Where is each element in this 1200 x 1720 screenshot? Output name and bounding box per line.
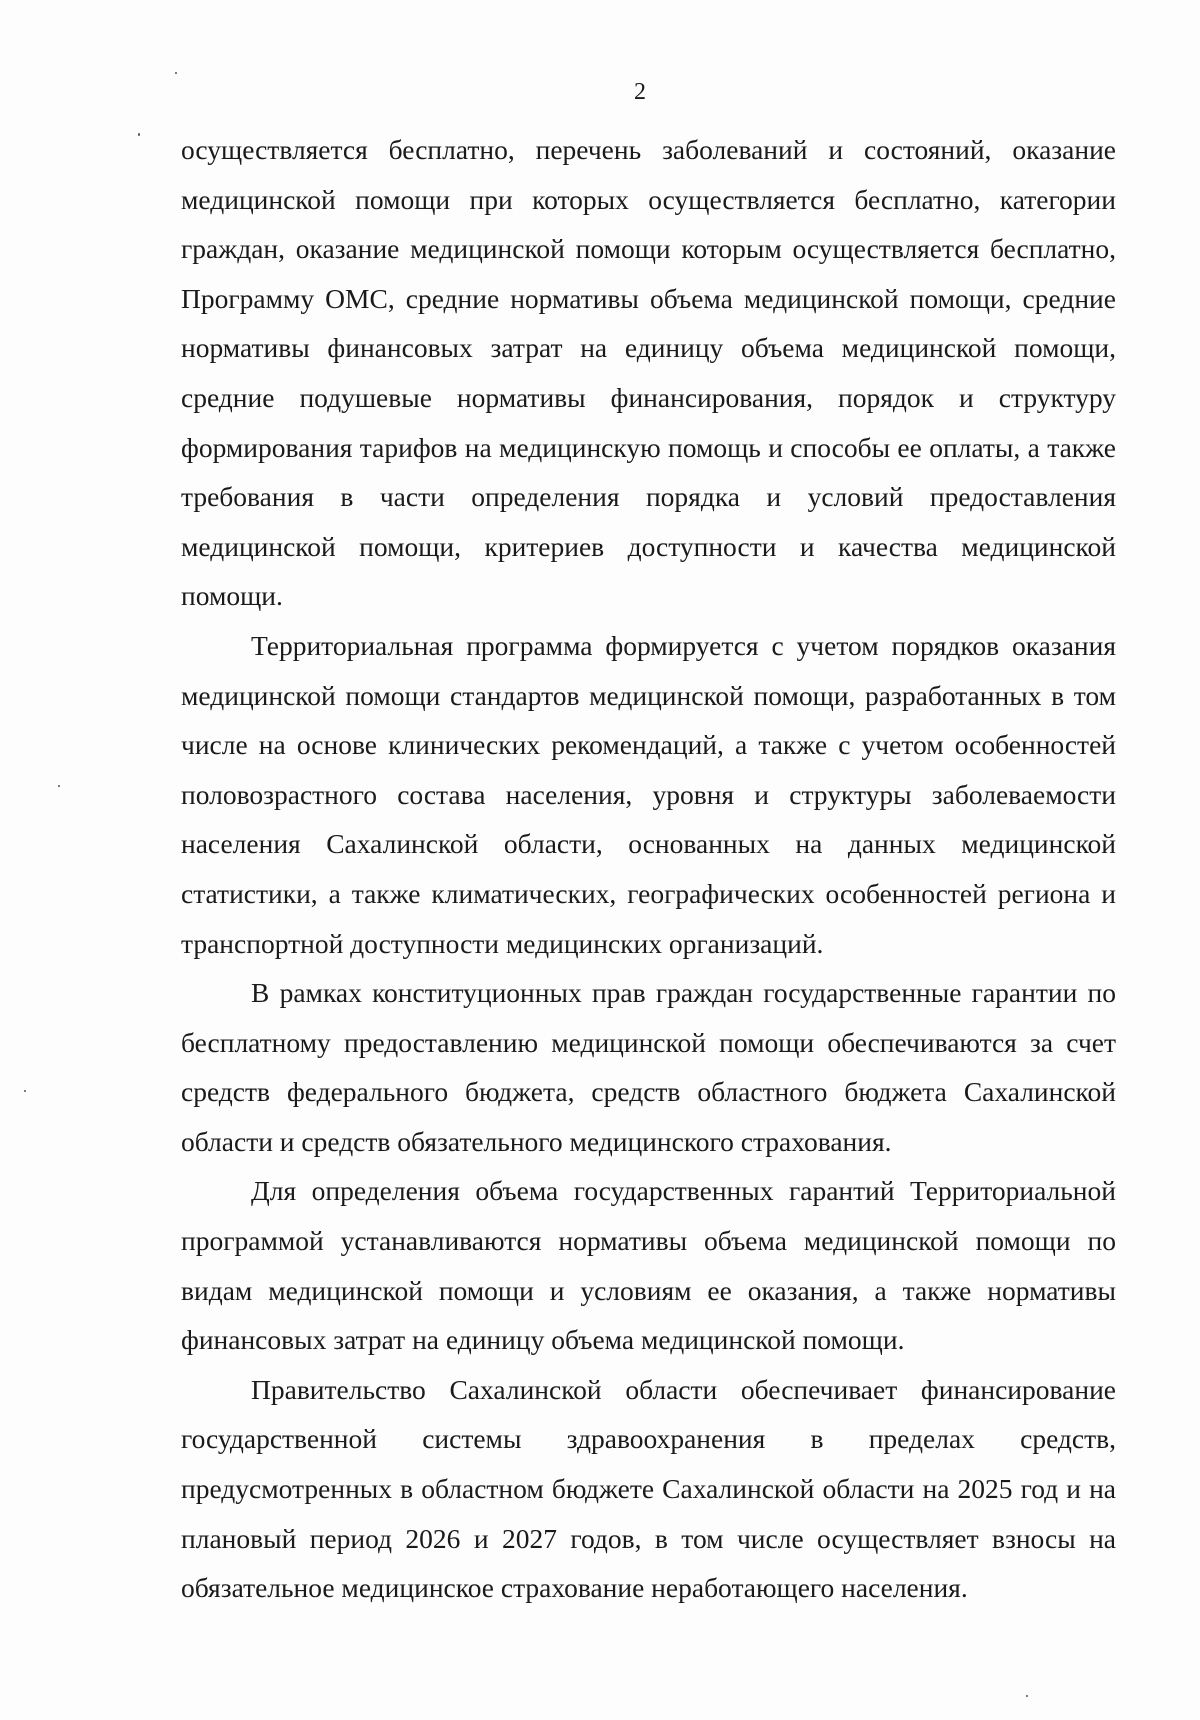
paragraph-2: Территориальная программа формируется с учетом порядков оказания медицинской помощи стандартов медицинской помощи, разработанных в том числе на основе клинических рекомендаций, а также с учетом особенностей половозрастного состава населения, уровня и структуры заболеваемости населения Сахалинской области, основанных на данных медицинской статистики, а также климатических, географических особенностей региона и транспортной доступности медицинских организаций. (181, 629, 1116, 959)
scan-speck (175, 72, 177, 74)
scan-speck (1026, 1695, 1028, 1697)
scan-speck (24, 1090, 26, 1092)
paragraph-4: Для определения объема государственных гарантий Территориальной программой устанавливаются нормативы объема медицинской помощи по видам медицинской помощи и условиям ее оказания, а также нормативы финансовых затрат на единицу объема медицинской помощи. (181, 1175, 1116, 1356)
paragraph-1: осуществляется бесплатно, перечень заболеваний и состояний, оказание медицинской помощи при которых осуществляется бесплатно, категории граждан, оказание медицинской помощи которым осуществляется бесплатно, Программу ОМС, средние нормативы объема медицинской помощи, средние нормативы финансовых затрат на единицу объема медицинской помощи, средние подушевые нормативы финансирования, порядок и структуру формирования тарифов на медицинскую помощь и способы ее оплаты, а также требования в части определения порядка и условий предоставления медицинской помощи, критериев доступности и качества медицинской помощи. (181, 134, 1116, 612)
paragraph-3: В рамках конституционных прав граждан государственные гарантии по бесплатному предоставлению медицинской помощи обеспечиваются за счет средств федерального бюджета, средств областного бюджета Сахалинской области и средств обязательного медицинского страхования. (181, 977, 1116, 1157)
scan-speck (138, 133, 140, 136)
page-number: 2 (634, 79, 646, 105)
scan-speck (58, 785, 60, 787)
document-body (181, 125, 1116, 1613)
paragraph-5: Правительство Сахалинской области обеспечивает финансирование государственной системы здравоохранения в пределах средств, предусмотренных в областном бюджете Сахалинской области на 2025 год и на плановый период 2026 и 2027 годов, в том числе осуществляет взносы на обязательное медицинское страхование неработающего населения. (181, 1373, 1116, 1604)
